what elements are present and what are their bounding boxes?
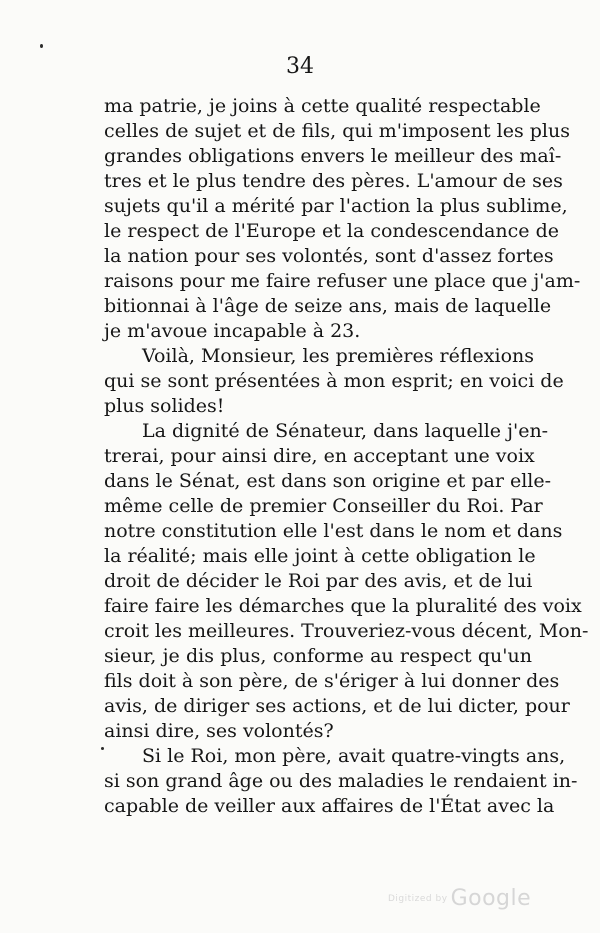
text-line: trerai, pour ainsi dire, en acceptant une voix [104, 445, 535, 467]
text-line: notre constitution elle l'est dans le nom et dans [104, 520, 563, 542]
body-text [104, 94, 589, 819]
ink-speck [101, 747, 104, 750]
text-line: croit les meilleures. Trouveriez-vous décent, Mon- [104, 620, 589, 642]
text-line: celles de sujet et de fils, qui m'imposent les plus [104, 120, 570, 142]
digitized-watermark [388, 886, 531, 911]
text-line: ma patrie, je joins à cette qualité respectable [104, 95, 541, 117]
text-line: même celle de premier Conseiller du Roi. Par [104, 495, 543, 517]
text-line: fils doit à son père, de s'ériger à lui donner des [104, 670, 560, 692]
text-line: je m'avoue incapable à 23. [104, 320, 361, 342]
text-line: plus solides! [104, 395, 225, 417]
text-line: droit de décider le Roi par des avis, et de lui [104, 570, 533, 592]
text-line: capable de veiller aux affaires de l'État avec la [104, 795, 555, 817]
text-line: bitionnai à l'âge de seize ans, mais de laquelle [104, 295, 552, 317]
text-line: La dignité de Sénateur, dans laquelle j'en- [142, 420, 549, 442]
text-line: avis, de diriger ses actions, et de lui dicter, pour [104, 695, 570, 717]
text-line: sieur, je dis plus, conforme au respect qu'un [104, 645, 532, 667]
text-line: si son grand âge ou des maladies le rendaient in- [104, 770, 578, 792]
page-number: 34 [286, 54, 314, 79]
text-line: grandes obligations envers le meilleur des maî- [104, 145, 562, 167]
text-line: Voilà, Monsieur, les premières réflexions [142, 345, 535, 367]
text-line: dans le Sénat, est dans son origine et par elle- [104, 470, 552, 492]
text-line: Si le Roi, mon père, avait quatre-vingts ans, [142, 745, 566, 767]
text-line: qui se sont présentées à mon esprit; en voici de [104, 370, 564, 392]
ink-speck [40, 44, 43, 48]
watermark-brand: Google [450, 886, 532, 911]
text-line: sujets qu'il a mérité par l'action la plus sublime, [104, 195, 568, 217]
text-line: tres et le plus tendre des pères. L'amour de ses [104, 170, 563, 192]
text-line: faire faire les démarches que la pluralité des voix [104, 595, 582, 617]
text-line: la nation pour ses volontés, sont d'assez fortes [104, 245, 554, 267]
text-line: la réalité; mais elle joint à cette obligation le [104, 545, 536, 567]
watermark-prefix: Digitized by [388, 894, 448, 904]
text-line: raisons pour me faire refuser une place que j'am- [104, 270, 581, 292]
text-line: ainsi dire, ses volontés? [104, 720, 334, 742]
text-line: le respect de l'Europe et la condescendance de [104, 220, 559, 242]
